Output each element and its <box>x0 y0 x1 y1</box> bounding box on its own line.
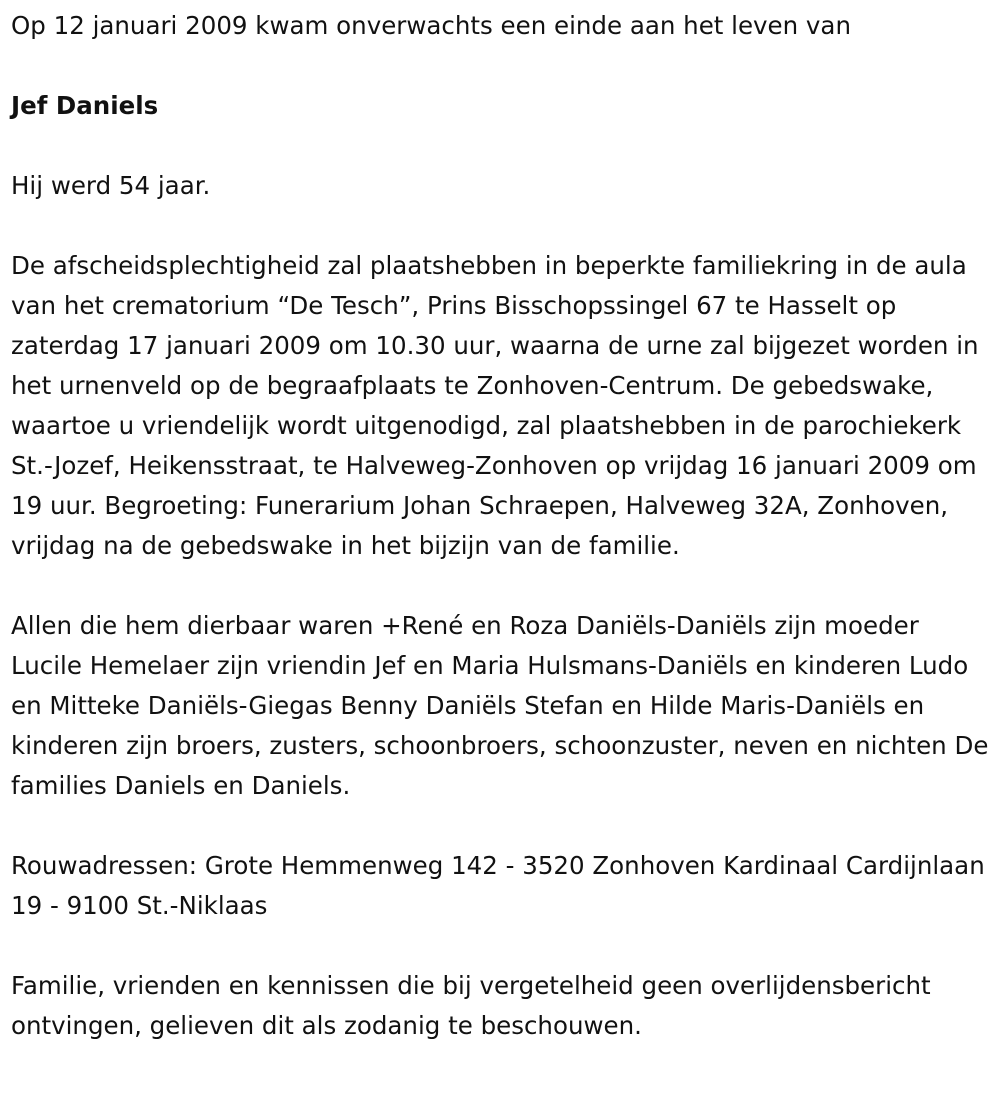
obituary-notice <box>11 6 989 1046</box>
ceremony-paragraph: De afscheidsplechtigheid zal plaatshebben in beperkte familiekring in de aula van het crematorium “De Tesch”, Prins Bisschopssingel 67 te Hasselt op zaterdag 17 januari 2009 om 10.30 uur, waarna de urne zal bijgezet worden in het urnenveld op de begraafplaats te Zonhoven-Centrum. De gebedswake, waartoe u vriendelijk wordt uitgenodigd, zal plaatshebben in de parochiekerk St.-Jozef, Heikensstraat, te Halveweg-Zonhoven op vrijdag 16 januari 2009 om 19 uur. Begroeting: Funerarium Johan Schraepen, Halveweg 32A, Zonhoven, vrijdag na de gebedswake in het bijzijn van de familie. <box>11 251 979 560</box>
intro-line: Op 12 januari 2009 kwam onverwachts een einde aan het leven van <box>11 11 851 40</box>
deceased-name: Jef Daniels <box>11 91 159 120</box>
family-paragraph: Allen die hem dierbaar waren +René en Roza Daniëls-Daniëls zijn moeder Lucile Hemelaer zijn vriendin Jef en Maria Hulsmans-Daniëls en kinderen Ludo en Mitteke Daniëls-Giegas Benny Daniëls Stefan en Hilde Maris-Daniëls en kinderen zijn broers, zusters, schoonbroers, schoonzuster, neven en nichten De families Daniels en Daniels. <box>11 611 989 800</box>
age-line: Hij werd 54 jaar. <box>11 171 211 200</box>
addresses-paragraph: Rouwadressen: Grote Hemmenweg 142 - 3520 Zonhoven Kardinaal Cardijnlaan 19 - 9100 St.-Niklaas <box>11 851 985 920</box>
closing-paragraph: Familie, vrienden en kennissen die bij vergetelheid geen overlijdensbericht ontvingen, gelieven dit als zodanig te beschouwen. <box>11 971 931 1040</box>
